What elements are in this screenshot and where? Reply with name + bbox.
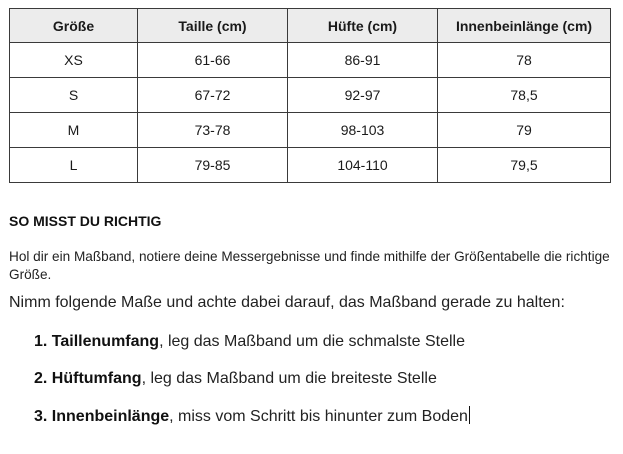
size-cell: S xyxy=(10,78,138,113)
guide-instruction: Nimm folgende Maße und achte dabei darauf, das Maßband gerade zu halten: xyxy=(9,294,565,311)
hip-cell: 98-103 xyxy=(288,113,438,148)
header-inseam: Innenbeinlänge (cm) xyxy=(438,9,611,43)
inseam-cell: 78 xyxy=(438,43,611,78)
size-cell: M xyxy=(10,113,138,148)
size-cell: XS xyxy=(10,43,138,78)
table-row xyxy=(10,78,611,113)
guide-intro: Hol dir ein Maßband, notiere deine Messergebnisse und finde mithilfe der Größentabelle die richtige Größe. xyxy=(9,249,610,282)
step-term: Innenbeinlänge xyxy=(51,408,170,425)
step-item-hip xyxy=(34,370,437,388)
step-item-inseam xyxy=(34,406,470,426)
table-header-row xyxy=(10,9,611,43)
size-chart-table xyxy=(9,8,611,183)
step-term: Hüftumfang xyxy=(51,370,142,387)
table-row xyxy=(10,113,611,148)
header-size: Größe xyxy=(10,9,138,43)
step-number: 1. xyxy=(34,333,48,350)
step-text: , leg das Maßband um die schmalste Stelle xyxy=(159,333,465,350)
step-number: 3. xyxy=(34,408,48,425)
header-waist: Taille (cm) xyxy=(138,9,288,43)
waist-cell: 61-66 xyxy=(138,43,288,78)
guide-heading: SO MISST DU RICHTIG xyxy=(9,213,162,229)
hip-cell: 86-91 xyxy=(288,43,438,78)
waist-cell: 73-78 xyxy=(138,113,288,148)
header-hip: Hüfte (cm) xyxy=(288,9,438,43)
inseam-cell: 78,5 xyxy=(438,78,611,113)
text-cursor xyxy=(469,406,470,424)
table-row xyxy=(10,43,611,78)
table-row xyxy=(10,148,611,183)
size-cell: L xyxy=(10,148,138,183)
inseam-cell: 79 xyxy=(438,113,611,148)
step-term: Taillenumfang xyxy=(51,333,160,350)
waist-cell: 67-72 xyxy=(138,78,288,113)
waist-cell: 79-85 xyxy=(138,148,288,183)
step-number: 2. xyxy=(34,370,48,387)
step-text: , leg das Maßband um die breiteste Stelle xyxy=(141,370,437,387)
step-text: , miss vom Schritt bis hinunter zum Boden xyxy=(169,408,468,425)
hip-cell: 92-97 xyxy=(288,78,438,113)
inseam-cell: 79,5 xyxy=(438,148,611,183)
step-item-waist xyxy=(34,333,465,351)
hip-cell: 104-110 xyxy=(288,148,438,183)
